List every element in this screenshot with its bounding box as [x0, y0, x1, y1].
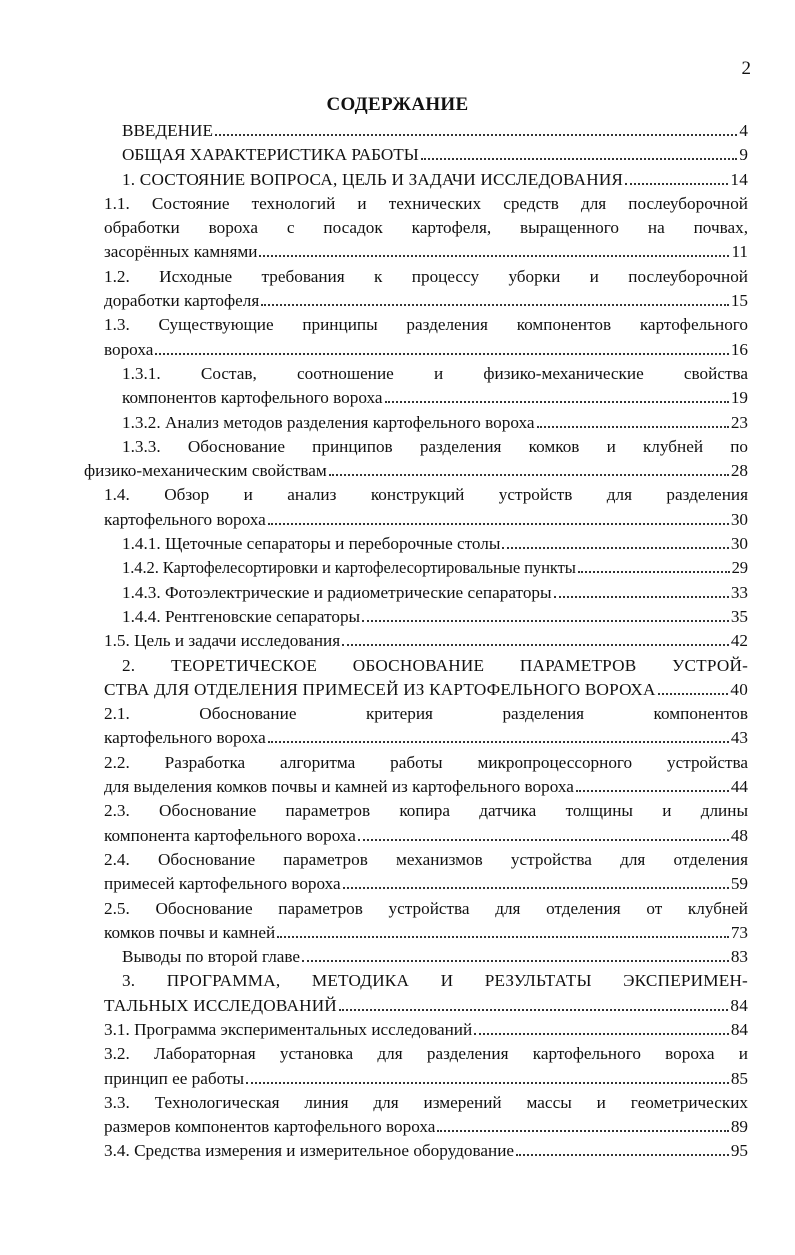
toc-entry-2-3[interactable]: 2.3. Обоснование параметров копира датчика толщины и длины компонента картофельного вороха 48 — [104, 801, 748, 845]
toc-entry-3-1[interactable]: 3.1. Программа экспериментальных исследований 84 — [104, 1019, 748, 1039]
toc-entry-3-2[interactable]: 3.2. Лабораторная установка для разделения картофельного вороха и принцип ее работы 85 — [104, 1044, 748, 1088]
toc-entry-general-characteristics[interactable]: ОБЩАЯ ХАРАКТЕРИСТИКА РАБОТЫ 9 — [122, 145, 748, 165]
toc-title: СОДЕРЖАНИЕ — [326, 94, 469, 115]
toc-entry-1-4-4[interactable]: 1.4.4. Рентгеновские сепараторы 35 — [122, 606, 748, 626]
toc-entry-1-4[interactable]: 1.4. Обзор и анализ конструкций устройств для разделения картофельного вороха 30 — [104, 485, 748, 529]
table-of-contents — [84, 119, 748, 1164]
toc-entry-3-4[interactable]: 3.4. Средства измерения и измерительное оборудование 95 — [104, 1141, 748, 1161]
toc-entry-chapter-3[interactable]: 3. ПРОГРАММА, МЕТОДИКА И РЕЗУЛЬТАТЫ ЭКСПЕРИМЕН- ТАЛЬНЫХ ИССЛЕДОВАНИЙ 84 — [104, 971, 748, 1015]
toc-entry-1-4-2[interactable]: 1.4.2. Картофелесортировки и картофелесортировальные пункты 29 — [122, 558, 748, 578]
toc-entry-chapter-2[interactable]: 2. ТЕОРЕТИЧЕСКОЕ ОБОСНОВАНИЕ ПАРАМЕТРОВ УСТРОЙ- СТВА ДЛЯ ОТДЕЛЕНИЯ ПРИМЕСЕЙ ИЗ КАРТОФЕЛЬНОГО ВОРОХА 40 — [104, 655, 748, 699]
toc-entry-2-4[interactable]: 2.4. Обоснование параметров механизмов устройства для отделения примесей картофельного вороха 59 — [104, 849, 748, 894]
toc-entry-2-1[interactable]: 2.1. Обоснование критерия разделения компонентов картофельного вороха 43 — [104, 704, 748, 748]
toc-entry-3-3[interactable]: 3.3. Технологическая линия для измерений массы и геометрических размеров компонентов картофельного вороха 89 — [104, 1092, 748, 1137]
toc-entry-2-2[interactable]: 2.2. Разработка алгоритма работы микропроцессорного устройства для выделения комков почвы и камней из картофельного вороха 44 — [104, 752, 748, 797]
toc-entry-1-1[interactable]: 1.1. Состояние технологий и технических средств для послеуборочной обработки вороха с посадок картофеля, выращенного на почвах, засорённых камнями 11 — [104, 193, 748, 262]
toc-entry-1-4-3[interactable]: 1.4.3. Фотоэлектрические и радиометрические сепараторы 33 — [122, 582, 748, 602]
toc-entry-introduction[interactable]: ВВЕДЕНИЕ 4 — [122, 121, 748, 140]
toc-entry-1-2[interactable]: 1.2. Исходные требования к процессу уборки и послеуборочной доработки картофеля 15 — [104, 266, 748, 311]
toc-entry-1-4-1[interactable]: 1.4.1. Щеточные сепараторы и переборочные столы 30 — [122, 534, 748, 554]
toc-entry-2-5[interactable]: 2.5. Обоснование параметров устройства для отделения от клубней комков почвы и камней 73 — [104, 898, 748, 942]
toc-entry-chapter-2-conclusions[interactable]: Выводы по второй главе 83 — [122, 947, 748, 967]
toc-entry-1-3[interactable]: 1.3. Существующие принципы разделения компонентов картофельного вороха 16 — [104, 315, 748, 359]
toc-entry-1-3-3[interactable]: 1.3.3. Обоснование принципов разделения комков и клубней по физико-механическим свойствам 28 — [84, 436, 748, 481]
toc-entry-1-5[interactable]: 1.5. Цель и задачи исследования 42 — [104, 631, 748, 651]
toc-entry-chapter-1[interactable]: 1. СОСТОЯНИЕ ВОПРОСА, ЦЕЛЬ И ЗАДАЧИ ИССЛЕДОВАНИЯ 14 — [122, 169, 748, 189]
page-number: 2 — [741, 58, 751, 79]
toc-entry-1-3-2[interactable]: 1.3.2. Анализ методов разделения картофельного вороха 23 — [122, 412, 748, 432]
toc-entry-1-3-1[interactable]: 1.3.1. Состав, соотношение и физико-механические свойства компонентов картофельного вороха 19 — [122, 363, 748, 408]
